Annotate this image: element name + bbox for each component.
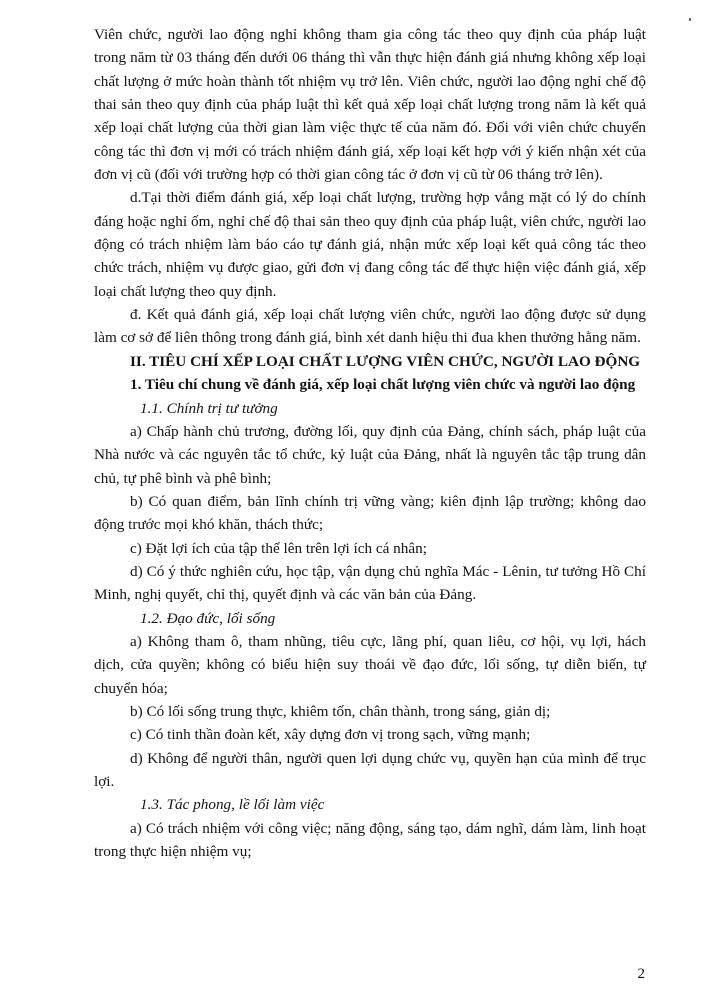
paragraph-item-d: d.Tại thời điểm đánh giá, xếp loại chất lượng, trường hợp vắng mặt có lý do chính đáng hoặc nghỉ ốm, nghỉ chế độ thai sản theo quy định của pháp luật, viên chức, người lao động có trách nhiệm làm báo cáo tự đánh giá, nhận mức xếp loại kết quả công tác theo chức trách, nhiệm vụ được giao, gửi đơn vị đang công tác để thực hiện việc đánh giá, xếp loại chất lượng theo quy định. — [94, 189, 646, 300]
page-number: 2 — [637, 966, 645, 982]
ethics-item-b: b) Có lối sống trung thực, khiêm tốn, chân thành, trong sáng, giản dị; — [130, 702, 551, 720]
ethics-item-a: a) Không tham ô, tham nhũng, tiêu cực, lãng phí, quan liêu, cơ hội, vụ lợi, hách dịch, cửa quyền; không có biểu hiện suy thoái về đạo đức, lối sống, tự diễn biến, tự chuyển hóa; — [94, 632, 646, 697]
politics-item-b: b) Có quan điểm, bản lĩnh chính trị vững vàng; kiên định lập trường; không dao động trước mọi khó khăn, thách thức; — [94, 492, 646, 534]
scan-speck — [689, 18, 691, 21]
politics-item-c: c) Đặt lợi ích của tập thể lên trên lợi ích cá nhân; — [130, 539, 427, 557]
work-style-item-a: a) Có trách nhiệm với công việc; năng động, sáng tạo, dám nghĩ, dám làm, linh hoạt trong thực hiện nhiệm vụ; — [94, 819, 646, 861]
politics-item-d: d) Có ý thức nghiên cứu, học tập, vận dụng chủ nghĩa Mác - Lênin, tư tưởng Hồ Chí Minh, nghị quyết, chỉ thị, quyết định và các văn bản của Đảng. — [94, 562, 646, 604]
ethics-item-c: c) Có tinh thần đoàn kết, xây dựng đơn vị trong sạch, vững mạnh; — [130, 726, 531, 744]
heading-1-3-work-style: 1.3. Tác phong, lề lối làm việc — [140, 796, 325, 814]
section-heading-ii: II. TIÊU CHÍ XẾP LOẠI CHẤT LƯỢNG VIÊN CHỨC, NGƯỜI LAO ĐỘNG — [130, 352, 641, 370]
document-body — [94, 23, 646, 863]
politics-item-a: a) Chấp hành chủ trương, đường lối, quy định của Đảng, chính sách, pháp luật của Nhà nước và các nguyên tắc tổ chức, kỷ luật của Đảng, nhất là nguyên tắc tập trung dân chủ, tự phê bình và phê bình; — [94, 422, 646, 487]
subsection-heading-1: 1. Tiêu chí chung về đánh giá, xếp loại chất lượng viên chức và người lao động — [130, 376, 636, 394]
ethics-item-d: d) Không để người thân, người quen lợi dụng chức vụ, quyền hạn của mình để trục lợi. — [94, 749, 646, 790]
paragraph-leave-rules: Viên chức, người lao động nghỉ không tham gia công tác theo quy định của pháp luật trong năm từ 03 tháng đến dưới 06 tháng thì vẫn thực hiện đánh giá nhưng không xếp loại chất lượng ở mức hoàn thành tốt nhiệm vụ trở lên. Viên chức, người lao động nghỉ chế độ thai sản theo quy định của pháp luật thì kết quả xếp loại chất lượng trong năm là kết quả xếp loại chất lượng của thời gian làm việc thực tế của năm đó. Đối với viên chức chuyển công tác thì đơn vị mới có trách nhiệm đánh giá, xếp loại kết hợp với ý kiến nhận xét của đơn vị cũ (đối với trường hợp có thời gian công tác ở đơn vị cũ từ 06 tháng trở lên). — [94, 26, 646, 184]
paragraph-item-dd: đ. Kết quả đánh giá, xếp loại chất lượng viên chức, người lao động được sử dụng làm cơ sở để liên thông trong đánh giá, bình xét danh hiệu thi đua khen thưởng hằng năm. — [94, 306, 646, 347]
heading-1-1-politics: 1.1. Chính trị tư tưởng — [140, 399, 278, 417]
heading-1-2-ethics: 1.2. Đạo đức, lối sống — [140, 609, 276, 627]
